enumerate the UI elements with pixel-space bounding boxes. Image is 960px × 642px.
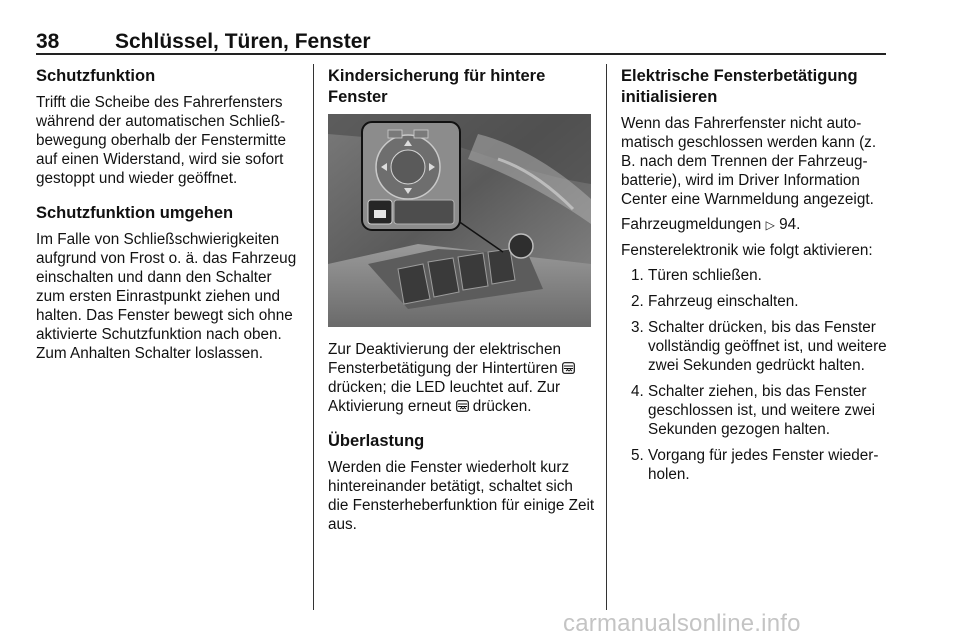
child-lock-window-icon <box>562 362 575 374</box>
fahrzeugmeldungen-page: 94. <box>779 216 801 233</box>
child-lock-window-icon <box>456 400 469 412</box>
header-divider <box>36 53 886 55</box>
fahrzeugmeldungen-text: Fahrzeugmeldungen <box>621 216 762 233</box>
page-number: 38 <box>36 30 60 53</box>
steps-list <box>621 266 889 484</box>
paragraph-schutzfunktion: Trifft die Scheibe des Fahrerfensters während der automatischen Schließbewegung oberhalb der Fenstermitte auf einen Widerstand, wird sie sofort gestoppt und wieder geöffnet. <box>36 94 287 187</box>
chapter-title: Schlüssel, Türen, Fenster <box>115 30 371 53</box>
heading-schutzfunktion-umgehen: Schutzfunktion umgehen <box>36 204 234 222</box>
column-1 <box>36 66 304 363</box>
paragraph-ueberlastung: Werden die Fenster wiederholt kurz hintereinander betätigt, schaltet sich die Fensterheberfunktion für einige Zeit aus. <box>328 459 595 533</box>
heading-ueberlastung: Überlastung <box>328 432 425 450</box>
paragraph-schutzfunktion-umgehen: Im Falle von Schließschwierigkeiten aufgrund von Frost o. ä. das Fahrzeug einschalten und dann den Schalter zum ersten Einrastpunkt ziehen und halten. Das Fenster bewegt sich ohne aktivierte Schutzfunktion nach oben. Zum Anhalten Schalter loslassen. <box>36 231 297 362</box>
list-item: 5. Vorgang für jedes Fenster wiederholen. <box>631 447 879 483</box>
kindersicherung-text-a: Zur Deaktivierung der elektrischen Fensterbetätigung der Hintertüren <box>328 341 561 377</box>
paragraph-kindersicherung <box>328 340 596 416</box>
page-header <box>36 30 886 52</box>
list-item: 3. Schalter drücken, bis das Fenster vollständig geöffnet ist, und weitere zwei Sekunden gedrückt halten. <box>631 319 887 374</box>
watermark: carmanualsonline.info <box>563 610 801 637</box>
kindersicherung-text-b: drücken; die LED leuchtet auf. Zur Aktivierung erneut <box>328 379 561 415</box>
column-3 <box>621 66 889 491</box>
window-switch-figure <box>328 114 591 327</box>
list-item: 1. Türen schließen. <box>631 267 762 284</box>
paragraph-initialisieren: Wenn das Fahrerfenster nicht automatisch geschlossen werden kann (z. B. nach dem Trennen der Fahrzeugbatterie), wird im Driver Information Center eine Warnmeldung angezeigt. <box>621 115 877 208</box>
column-divider-1 <box>313 64 314 610</box>
column-2 <box>328 66 596 534</box>
column-divider-2 <box>606 64 607 610</box>
paragraph-fensterelektronik: Fensterelektronik wie folgt aktivieren: <box>621 242 873 259</box>
list-item: 4. Schalter ziehen, bis das Fenster geschlossen ist, und weitere zwei Sekunden gezogen halten. <box>631 383 876 438</box>
page-reference-arrow-icon: ▷ <box>765 218 775 232</box>
heading-schutzfunktion: Schutzfunktion <box>36 67 156 85</box>
kindersicherung-text-c: drücken. <box>472 398 532 415</box>
heading-kindersicherung: Kindersicherung für hintere Fenster <box>328 67 546 106</box>
paragraph-fahrzeugmeldungen <box>621 215 889 235</box>
list-item: 2. Fahrzeug einschalten. <box>631 293 799 310</box>
heading-fensterbetaetigung-initialisieren: Elektrische Fensterbetätigung initialisieren <box>621 67 858 106</box>
